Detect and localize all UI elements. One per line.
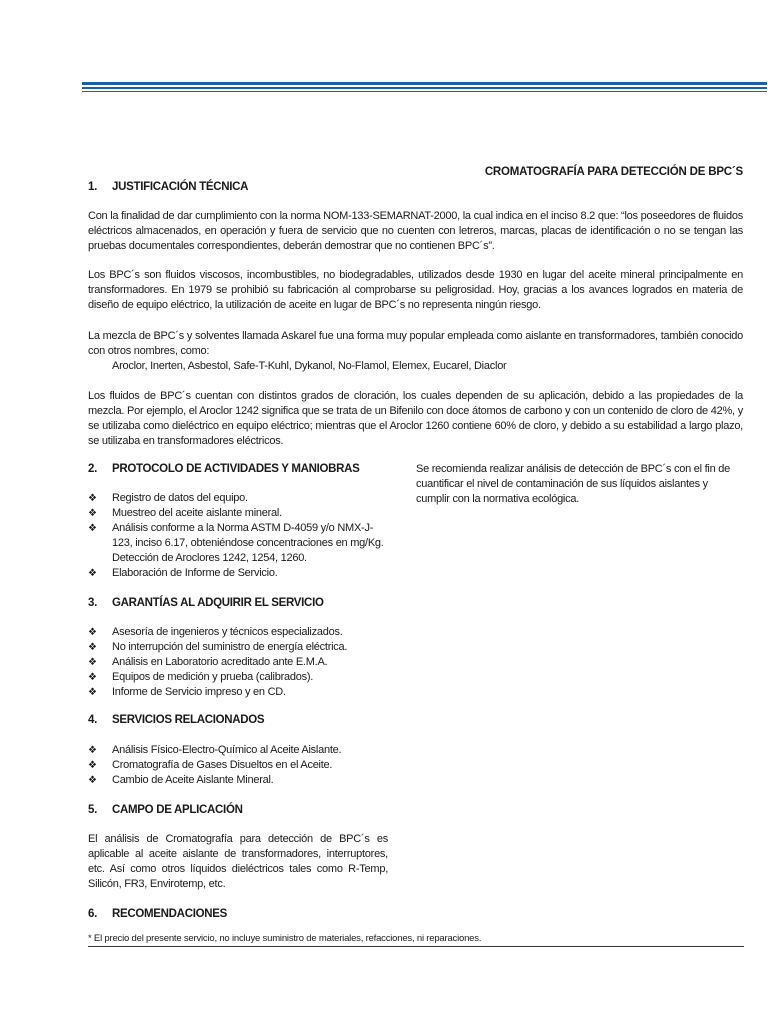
- header-rule-mid: [82, 87, 767, 89]
- recommendation-paragraph: Se recomienda realizar análisis de detección de BPC´s con el fin de cuantificar el nivel de contaminación de sus líquidos aislantes y cumplir con la normativa ecológica.: [416, 463, 731, 505]
- header-rule-thin: [82, 91, 767, 92]
- related-services-list: [88, 743, 388, 788]
- footnote: * El precio del presente servicio, no incluye suministro de materiales, refacciones, ni reparaciones.: [88, 933, 482, 944]
- list-item-text: Análisis en Laboratorio acreditado ante E.M.A.: [112, 656, 328, 668]
- section-title: SERVICIOS RELACIONADOS: [112, 714, 265, 726]
- list-item: [88, 521, 388, 551]
- header-rule-thick: [82, 82, 767, 85]
- section-number: 6.: [88, 908, 97, 920]
- list-item: [88, 640, 388, 655]
- justification-paragraph-3: La mezcla de BPC´s y solventes llamada Askarel fue una forma muy popular empleada como aislante en transformadores, también conocido con otros nombres, como:: [88, 330, 743, 357]
- protocol-list: [88, 491, 388, 551]
- list-item-text: Muestreo del aceite aislante mineral.: [112, 507, 282, 519]
- list-item: [88, 625, 388, 640]
- section-number: 3.: [88, 597, 97, 609]
- guarantees-list: [88, 625, 388, 700]
- list-item-text: Análisis conforme a la Norma ASTM D-4059 y/o NMX-J-123, inciso 6.17, obteniéndose concentraciones en mg/Kg.: [112, 522, 384, 549]
- list-item: [88, 506, 388, 521]
- bullet-icon: ❖: [88, 657, 97, 668]
- askarel-names-list: Aroclor, Inerten, Asbestol, Safe-T-Kuhl, Dykanol, No-Flamol, Elemex, Eucarel, Diaclor: [112, 360, 507, 372]
- list-item-text: Equipos de medición y prueba (calibrados).: [112, 671, 314, 683]
- bullet-icon: ❖: [88, 523, 97, 534]
- related-list-container: [88, 743, 388, 788]
- list-item-text: Cromatografía de Gases Disueltos en el Aceite.: [112, 759, 333, 771]
- bullet-icon: ❖: [88, 775, 97, 786]
- bullet-icon: ❖: [88, 672, 97, 683]
- protocol-list-continued: [88, 566, 388, 581]
- list-item-text: Asesoría de ingenieros y técnicos especializados.: [112, 626, 343, 638]
- list-item-text: Informe de Servicio impreso y en CD.: [112, 686, 286, 698]
- list-item: [88, 685, 388, 700]
- section-number: 2.: [88, 463, 97, 475]
- section-heading-guarantees: [88, 597, 324, 609]
- justification-paragraph-1: Con la finalidad de dar cumplimiento con la norma NOM-133-SEMARNAT-2000, la cual indica en el inciso 8.2 que: “los poseedores de fluidos eléctricos almacenados, en operación y fuera de servicio que no cuenten con letreros, marcas, placas de identificación o no se tengan las pruebas documentales correspondientes, deberán demostrar que no contienen BPC´s”.: [88, 210, 743, 252]
- list-item: [88, 566, 388, 581]
- bullet-icon: ❖: [88, 687, 97, 698]
- bullet-icon: ❖: [88, 745, 97, 756]
- section-title: JUSTIFICACIÓN TÉCNICA: [112, 181, 249, 193]
- section-number: 5.: [88, 804, 97, 816]
- list-item-text: Elaboración de Informe de Servicio.: [112, 567, 278, 579]
- section-heading-justification: [88, 181, 248, 193]
- bullet-icon: ❖: [88, 493, 97, 504]
- footer-rule: [88, 946, 744, 947]
- list-item: [88, 655, 388, 670]
- bullet-icon: ❖: [88, 568, 97, 579]
- list-item: [88, 758, 388, 773]
- justification-paragraph-4: Los fluidos de BPC´s cuentan con distintos grados de cloración, los cuales dependen de su aplicación, debido a las propiedades de la mezcla. Por ejemplo, el Aroclor 1242 significa que se trata de un Bifenilo con doce átomos de carbono y con un contenido de cloro de 42%, y se utilizaba como dieléctrico en equipo eléctrico; mientras que el Aroclor 1260 contiene 60% de cloro, y debido a su estabilidad a largo plazo, se utilizaba en transformadores eléctricos.: [88, 390, 743, 447]
- list-item-text: Registro de datos del equipo.: [112, 492, 248, 504]
- protocol-list-container: [88, 491, 388, 581]
- list-item-text: Análisis Físico-Electro-Químico al Aceite Aislante.: [112, 744, 342, 756]
- list-item: [88, 670, 388, 685]
- section-title: PROTOCOLO DE ACTIVIDADES Y MANIOBRAS: [112, 463, 360, 475]
- guarantees-list-container: [88, 625, 388, 700]
- section-heading-recommendations: [88, 908, 227, 920]
- section-heading-application: [88, 804, 243, 816]
- protocol-subline: Detección de Aroclores 1242, 1254, 1260.: [112, 552, 307, 564]
- bullet-icon: ❖: [88, 508, 97, 519]
- list-item-text: No interrupción del suministro de energía eléctrica.: [112, 641, 348, 653]
- section-heading-protocol: [88, 463, 360, 475]
- list-item-text: Cambio de Aceite Aislante Mineral.: [112, 774, 274, 786]
- list-item: [88, 743, 388, 758]
- section-title: RECOMENDACIONES: [112, 908, 227, 920]
- list-item: [88, 491, 388, 506]
- section-title: CAMPO DE APLICACIÓN: [112, 804, 243, 816]
- section-heading-related: [88, 714, 264, 726]
- document-title: CROMATOGRAFÍA PARA DETECCIÓN DE BPC´S: [484, 166, 743, 178]
- section-number: 1.: [88, 181, 97, 193]
- bullet-icon: ❖: [88, 760, 97, 771]
- list-item: [88, 773, 388, 788]
- section-number: 4.: [88, 714, 97, 726]
- application-paragraph: El análisis de Cromatografía para detección de BPC´s es aplicable al aceite aislante de transformadores, interruptores, etc. Así como otros líquidos dieléctricos tales como R-Temp, Silicón, FR3, Envirotemp, etc.: [88, 833, 388, 890]
- bullet-icon: ❖: [88, 642, 97, 653]
- justification-paragraph-2: Los BPC´s son fluidos viscosos, incombustibles, no biodegradables, utilizados desde 1930 en lugar del aceite mineral principalmente en transformadores. En 1979 se prohibió su fabricación al comprobarse su peligrosidad. Hoy, gracias a los avances logrados en materia de diseño de equipo eléctrico, la utilización de aceite en lugar de BPC´s no representa ningún riesgo.: [88, 269, 743, 311]
- section-title: GARANTÍAS AL ADQUIRIR EL SERVICIO: [112, 597, 324, 609]
- bullet-icon: ❖: [88, 627, 97, 638]
